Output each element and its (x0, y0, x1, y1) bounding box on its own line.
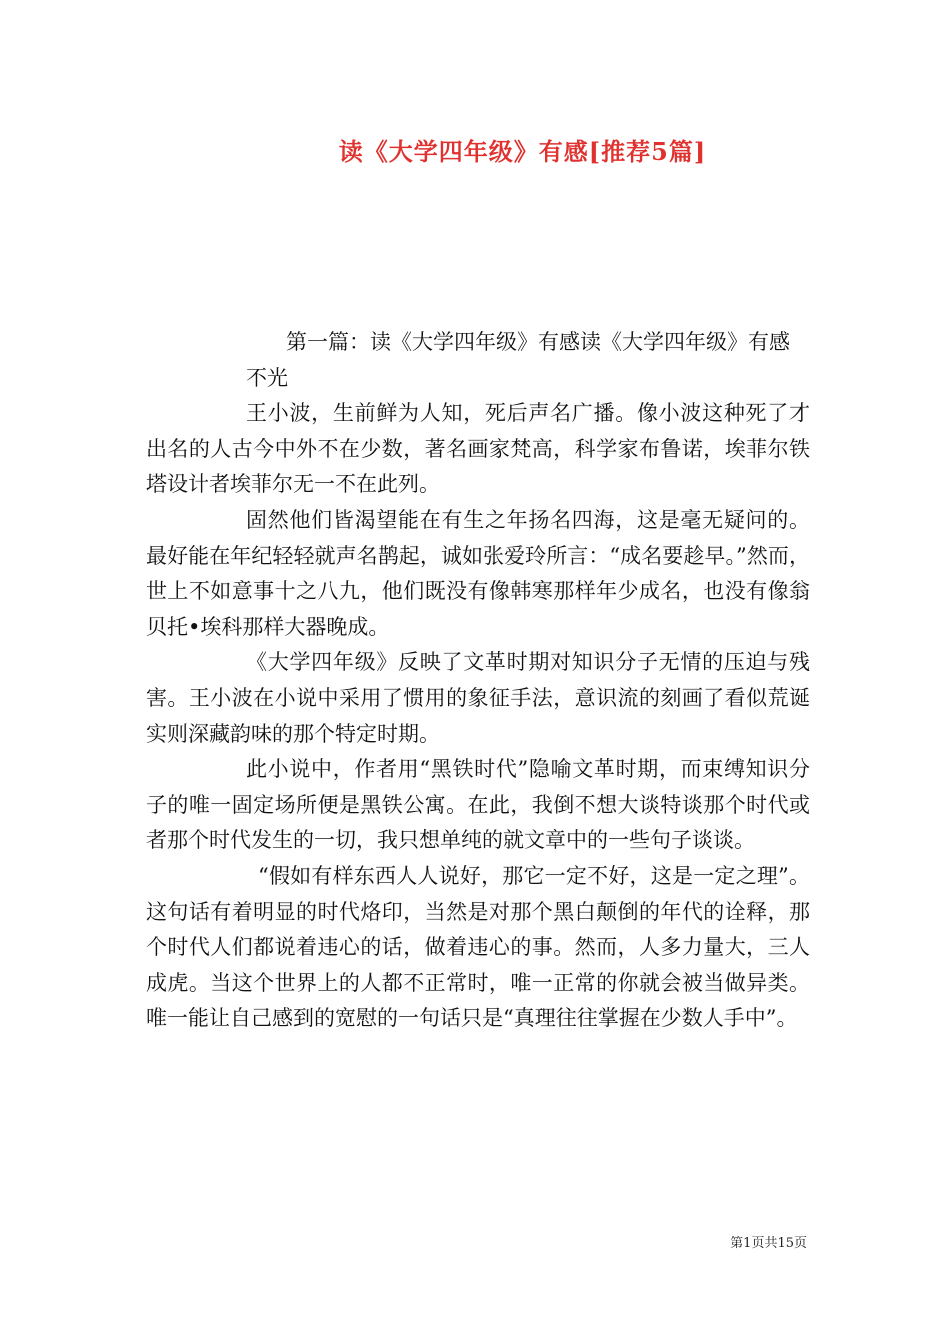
paragraph: 固然他们皆渴望能在有生之年扬名四海，这是毫无疑问的。最好能在年纪轻轻就声名鹊起，诚如张爱玲所言：“成名要趁早。”然而，世上不如意事十之八九，他们既没有像韩寒那样年少成名，也没有像翁贝托•埃科那样大器晚成。 (146, 507, 810, 639)
page-footer: 第1页共15页 (730, 1236, 807, 1251)
paragraph: 《大学四年级》反映了文革时期对知识分子无情的压迫与残害。王小波在小说中采用了惯用的象征手法，意识流的刻画了看似荒诞实则深藏韵味的那个特定时期。 (146, 650, 810, 746)
document-title: 读《大学四年级》有感[推荐5篇] (338, 137, 707, 166)
author-name: 不光 (246, 365, 288, 390)
paragraph: 王小波，生前鲜为人知，死后声名广播。像小波这种死了才出名的人古今中外不在少数，著名画家梵高，科学家布鲁诺，埃菲尔铁塔设计者埃菲尔无一不在此列。 (146, 401, 810, 497)
paragraph: “假如有样东西人人说好，那它一定不好，这是一定之理”。这句话有着明显的时代烙印，当然是对那个黑白颠倒的年代的诠释，那个时代人们都说着违心的话，做着违心的事。然而，人多力量大，三人成虎。当这个世界上的人都不正常时，唯一正常的你就会被当做异类。唯一能让自己感到的宽慰的一句话只是“真理往往掌握在少数人手中”。 (146, 863, 810, 1031)
document-body (146, 325, 810, 1037)
paragraph: 此小说中，作者用“黑铁时代”隐喻文革时期，而束缚知识分子的唯一固定场所便是黑铁公寓。在此，我倒不想大谈特谈那个时代或者那个时代发生的一切，我只想单纯的就文章中的一些句子谈谈。 (146, 757, 810, 853)
chapter-heading: 第一篇：读《大学四年级》有感读《大学四年级》有感 (286, 330, 790, 354)
